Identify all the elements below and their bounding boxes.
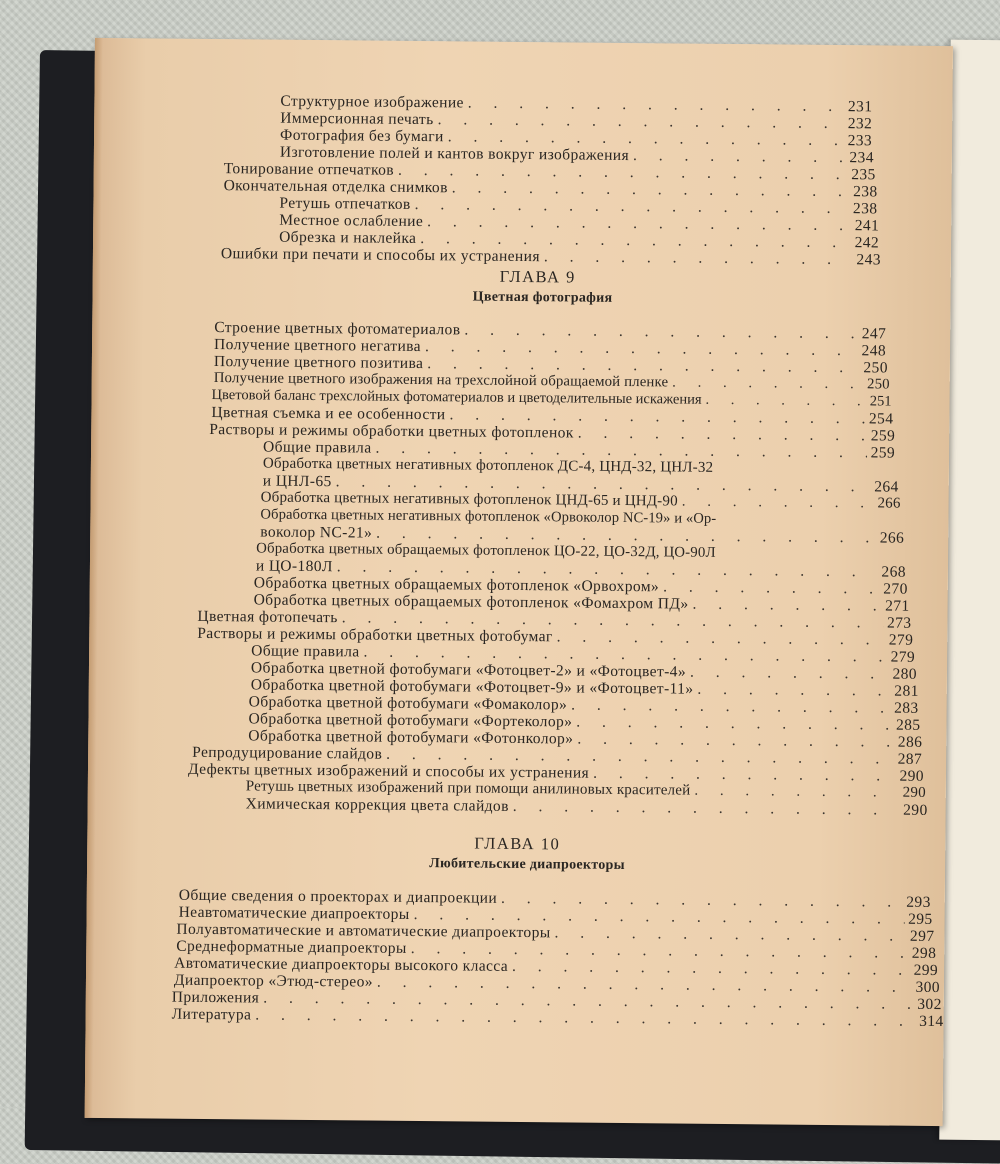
chapter-heading: ГЛАВА 9 (499, 266, 576, 287)
toc-entry-title: Структурное изображение (280, 92, 464, 112)
toc-entry-page: 302 (917, 995, 942, 1014)
toc-entry-page: 287 (897, 750, 923, 768)
toc-entry-title: Ретушь отпечатков (279, 194, 411, 213)
toc-entry-page: 298 (911, 944, 937, 962)
toc-entry-page: 279 (888, 631, 914, 649)
toc-entry-page: 268 (881, 563, 907, 581)
toc-entry-page: 243 (856, 251, 882, 269)
toc-entry-title: Местное ослабление (279, 211, 424, 231)
toc-entry-title: Обработка цветных негативных фотопленок «Орвоколор NC-19» и «Ор- (260, 506, 717, 527)
toc-entry-page: 259 (870, 427, 896, 445)
toc-entry-page: 242 (854, 234, 880, 252)
toc-entry-page: 264 (874, 478, 899, 496)
toc-entry-page: 238 (852, 200, 878, 218)
toc-entry-page: 250 (863, 359, 888, 377)
toc-entry-title: Ошибки при печати и способы их устранения (220, 245, 540, 266)
toc-entry-page: 247 (861, 325, 887, 343)
toc-entry-title: Дефекты цветных изображений и способы их устранения (187, 760, 590, 782)
toc-entry-title: Ретушь цветных изображений при помощи анилиновых красителей (245, 778, 691, 799)
toc-entry-title: Общие правила (251, 642, 360, 661)
toc-entry-page: 270 (883, 580, 908, 598)
toc-entry-page: 232 (847, 115, 873, 133)
toc-entry-page: 254 (868, 410, 894, 428)
toc-entry-title: Растворы и режимы обработки цветных фотопленок (209, 420, 574, 442)
toc-entry-page: 295 (908, 910, 933, 928)
toc-entry-page: 285 (895, 716, 921, 734)
toc-entry-title: Общие правила (263, 438, 372, 457)
dot-leader (690, 664, 889, 683)
toc-entry-title: Изготовление полей и кантов вокруг изображения (279, 143, 630, 165)
toc-entry-title: Иммерсионная печать (280, 109, 434, 129)
toc-entry-page: 233 (847, 132, 873, 150)
toc-entry-title: Строение цветных фотоматериалов (214, 319, 461, 339)
toc-entry-title: Окончательная отделка снимков (223, 177, 448, 197)
toc-entry-page: 290 (899, 767, 925, 785)
toc-entry-page: 271 (885, 597, 910, 615)
dot-leader (633, 147, 846, 166)
toc-entry-title: Получение цветного негатива (214, 336, 422, 356)
toc-entry-page: 248 (861, 342, 887, 360)
dot-leader (717, 472, 893, 474)
toc-entry-page: 314 (919, 1012, 944, 1031)
toc-entry-title: и ЦНЛ-65 (262, 472, 332, 491)
toc-entry-page: 290 (903, 801, 928, 819)
dot-leader (663, 578, 879, 597)
dot-leader (692, 596, 881, 615)
toc-entry-title: Растворы и режимы обработки цветных фотобумаг (197, 624, 553, 646)
toc-entry-title: Литература (171, 1005, 252, 1024)
toc-entry-title: Обработка цветной фотобумаги «Фотонколор» (248, 727, 574, 748)
dot-leader (720, 523, 898, 525)
dot-leader (694, 783, 898, 802)
toc-entry-title: Неавтоматические диапроекторы (178, 903, 410, 923)
book-page (85, 38, 953, 1126)
toc-entry-page: 266 (877, 495, 901, 512)
dot-leader (720, 557, 900, 559)
toc-entry-title: Химическая коррекция цвета слайдов (245, 795, 509, 815)
toc-entry-page: 281 (894, 682, 919, 700)
toc-entry-title: Полуавтоматические и автоматические диапроекторы (176, 920, 551, 942)
toc-entry-page: 279 (890, 648, 916, 666)
toc-entry-title: Обработка цветных обращаемых фотопленок «Фомахром ПД» (253, 591, 689, 613)
toc-entry-title: Обработка цветных негативных фотопленок ДС-4, ЦНД-32, ЦНЛ-32 (262, 455, 714, 476)
toc-entry-page: 266 (879, 529, 905, 547)
toc-entry-page: 241 (854, 217, 880, 235)
toc-entry-title: Цветная фотопечать (197, 607, 338, 627)
toc-entry-page: 234 (849, 149, 874, 167)
chapter-title: Цветная фотография (472, 289, 613, 306)
toc-entry-title: воколор NC-21» (260, 523, 373, 542)
toc-entry-page: 286 (897, 733, 923, 751)
toc-entry-page: 300 (915, 978, 941, 997)
table-of-contents (95, 38, 953, 1031)
toc-entry-title: Обработка цветной фотобумаги «Фомаколор» (248, 693, 568, 714)
toc-entry-title: Обработка цветной фотобумаги «Фотоцвет-9» и «Фотоцвет-11» (250, 676, 694, 698)
dot-leader (706, 392, 866, 411)
toc-entry-title: Автоматические диапроекторы высокого класса (174, 954, 509, 975)
toc-entry-page: 231 (847, 98, 873, 116)
toc-entry-title: Обработка цветных обращаемых фотопленок ЦО-22, ЦО-32Д, ЦО-90Л (256, 540, 716, 561)
toc-entry-page: 297 (909, 927, 935, 945)
toc-entry-title: Обрезка и наклейка (279, 228, 417, 247)
toc-entry-title: и ЦО-180Л (255, 557, 333, 576)
toc-entry-page: 235 (851, 166, 876, 184)
toc-entry-title: Обработка цветной фотобумаги «Фортеколор» (248, 710, 573, 731)
toc-entry-title: Фотография без бумаги (280, 126, 444, 146)
toc-entry-title: Репродуцирование слайдов (192, 743, 383, 763)
toc-entry-title: Диапроектор «Этюд-стерео» (173, 971, 373, 991)
dot-leader (544, 248, 853, 268)
dot-leader (513, 798, 900, 819)
dot-leader (672, 374, 863, 393)
toc-entry-page: 251 (869, 393, 892, 410)
toc-entry-page: 280 (892, 665, 918, 683)
dot-leader (682, 494, 874, 513)
toc-entry-title: Обработка цветных обращаемых фотопленок «Орвохром» (253, 574, 660, 596)
toc-entry-page: 299 (913, 961, 939, 980)
chapter-title: Любительские диапроекторы (429, 856, 625, 874)
dot-leader (697, 681, 890, 700)
toc-entry-title: Получение цветного позитива (213, 353, 424, 373)
toc-entry-title: Получение цветного изображения на трехслойной обращаемой пленке (213, 370, 669, 391)
toc-entry-page: 273 (886, 614, 912, 632)
toc-entry-title: Обработка цветной фотобумаги «Фотоцвет-2» и «Фотоцвет-4» (250, 659, 687, 681)
toc-entry-page: 290 (902, 784, 926, 801)
toc-entry-page: 250 (866, 376, 890, 393)
toc-entry-title: Приложения (171, 988, 260, 1007)
toc-entry-title: Среднеформатные диапроекторы (176, 937, 407, 957)
toc-entry-page: 259 (870, 444, 896, 462)
chapter-heading: ГЛАВА 10 (474, 833, 561, 854)
toc-entry-page: 293 (906, 893, 931, 911)
toc-entry-page: 238 (853, 183, 878, 201)
toc-entry-title: Обработка цветных негативных фотопленок ЦНД-65 и ЦНД-90 (260, 489, 678, 510)
toc-entry-page: 283 (894, 699, 919, 717)
toc-entry-title: Общие сведения о проекторах и диапроекции (178, 886, 498, 907)
toc-entry-title: Тонирование отпечатков (223, 160, 395, 179)
toc-entry-title: Цветовой баланс трехслойных фотоматериалов и цветоделительные искажения (211, 387, 702, 408)
toc-entry-title: Цветная съемка и ее особенности (211, 404, 446, 424)
